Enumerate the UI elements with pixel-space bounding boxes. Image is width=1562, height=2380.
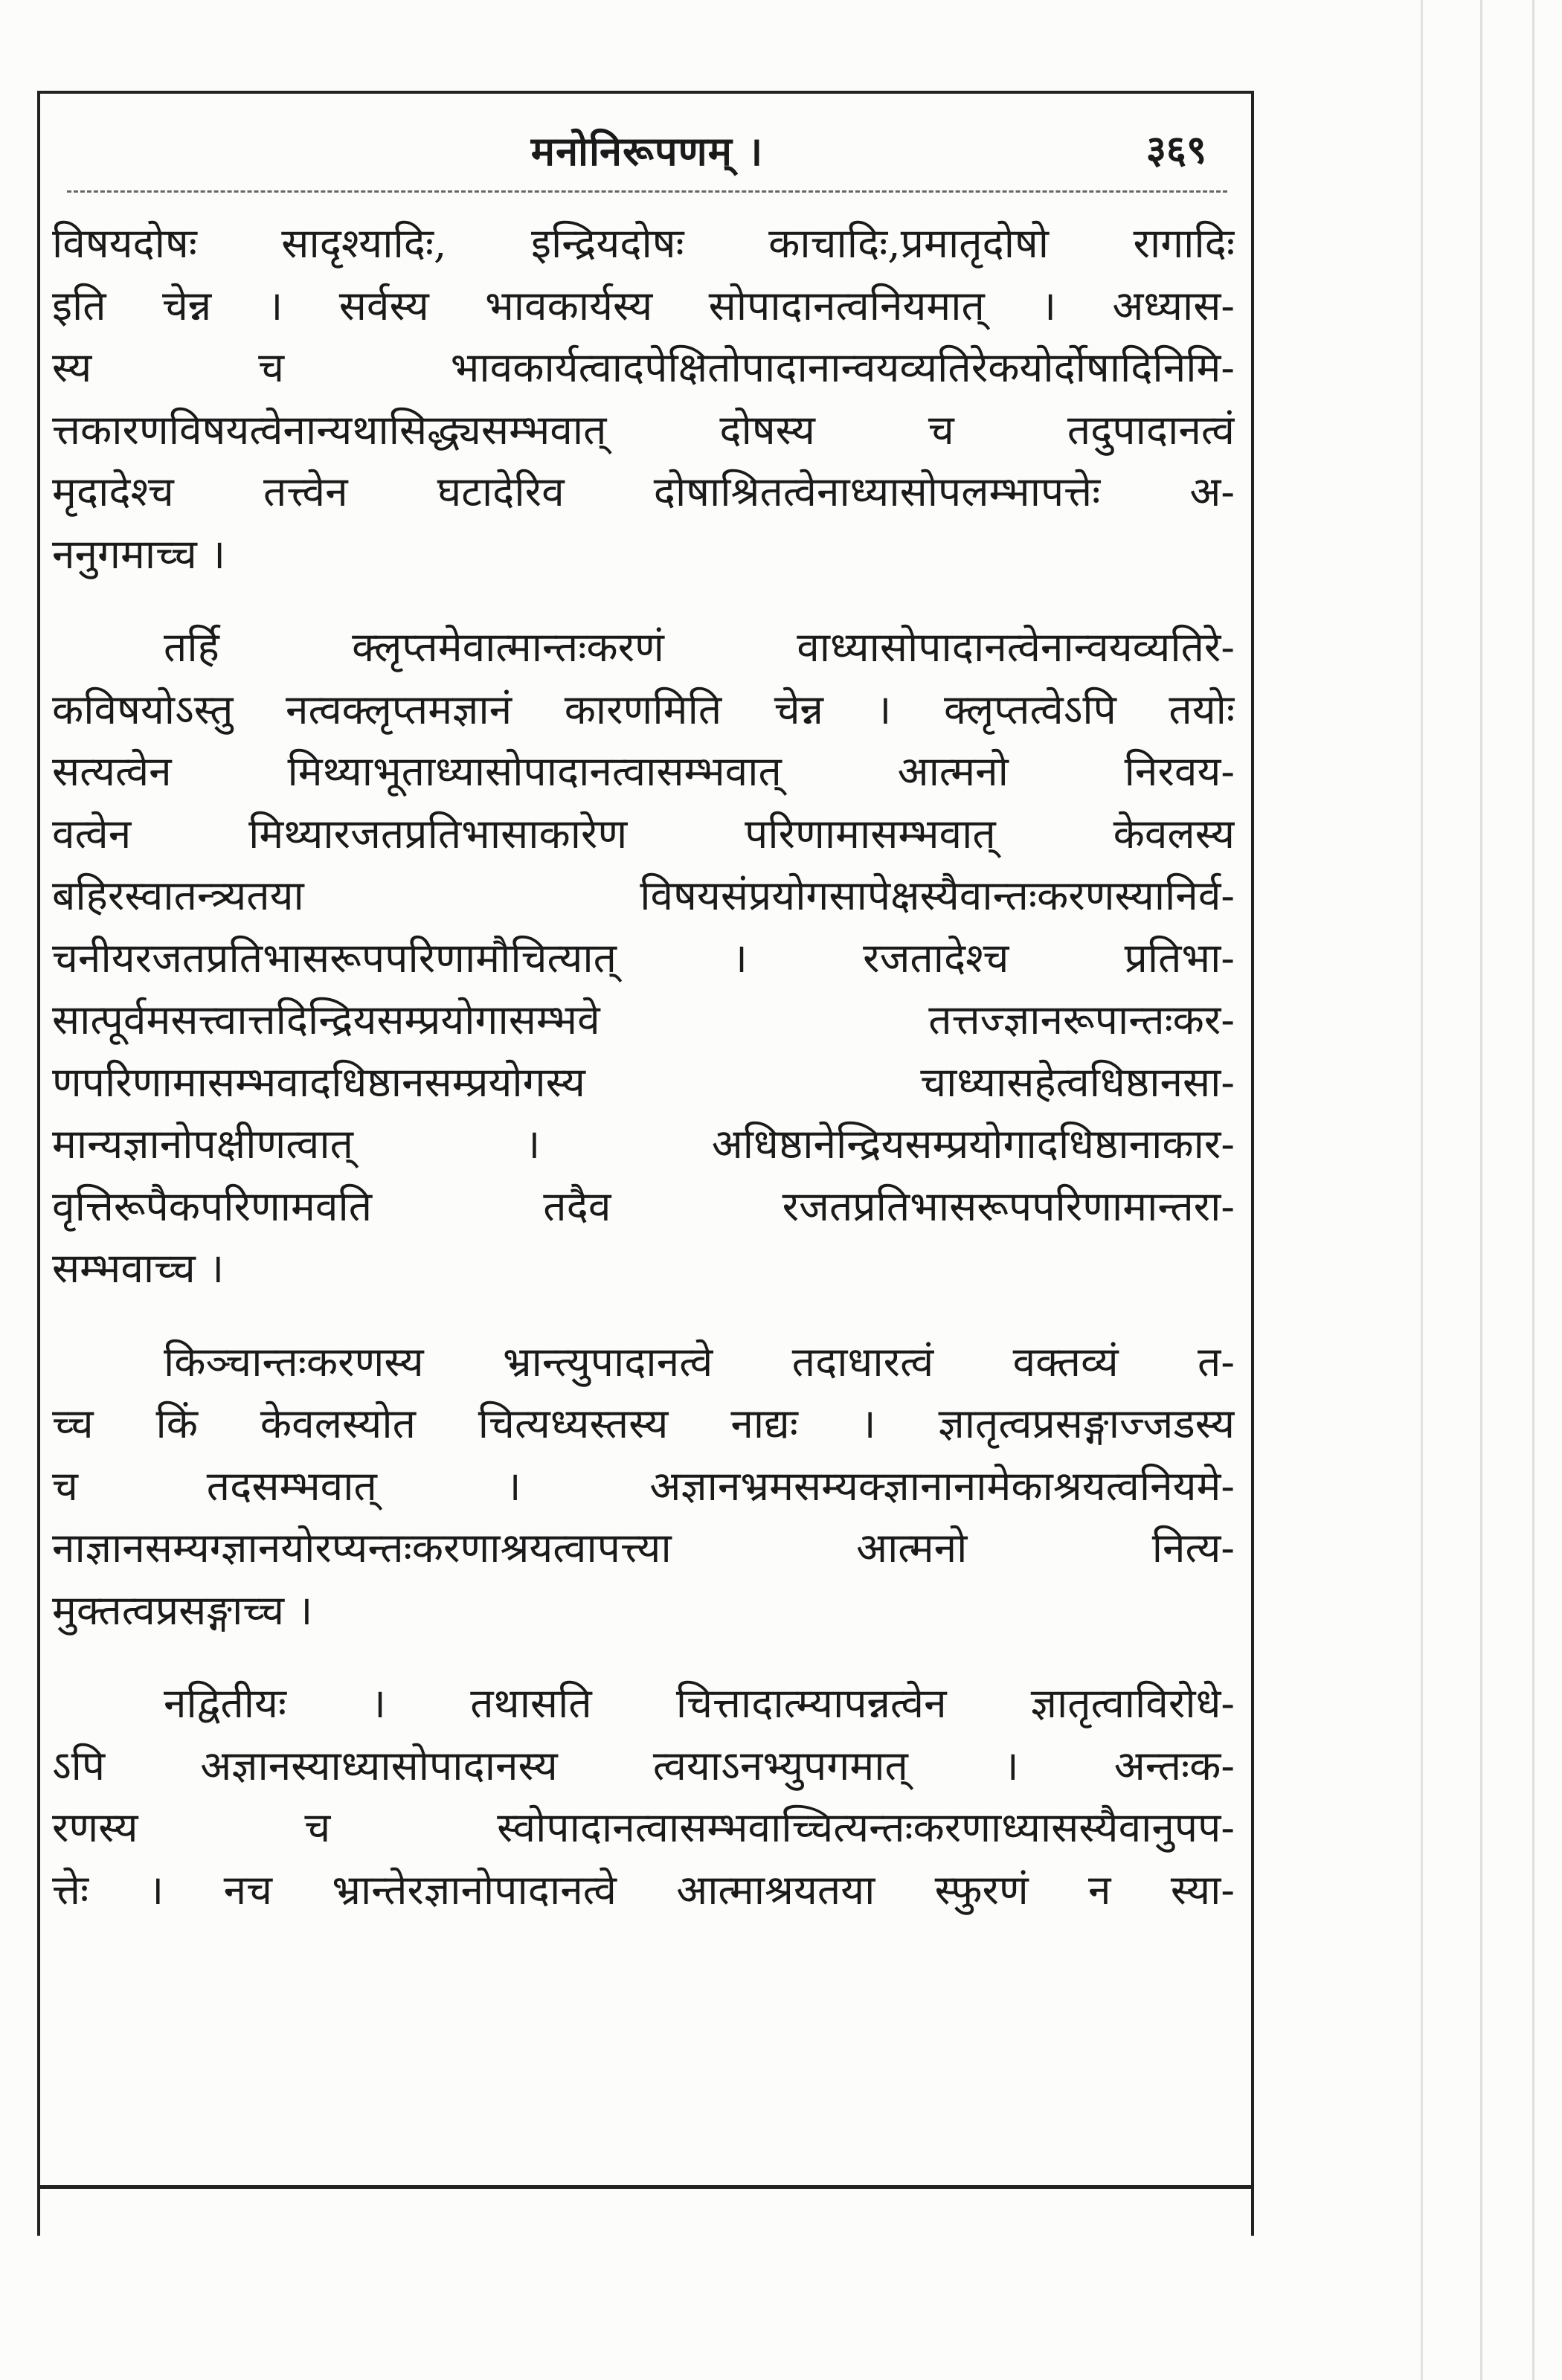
paragraph xyxy=(52,213,1235,585)
binding-edge xyxy=(1532,0,1534,2380)
running-header xyxy=(67,112,1227,178)
text-line: इति चेन्न । सर्वस्य भावकार्यस्य सोपादानत्वनियमात् । अध्यास- xyxy=(52,281,1235,329)
paragraph xyxy=(52,617,1235,1300)
text-line: च्च किं केवलस्योत चित्यध्यस्तस्य नाद्यः । ज्ञातृत्वप्रसङ्गाज्जडस्य xyxy=(52,1400,1235,1447)
text-line: नाज्ञानसम्यग्ज्ञानयोरप्यन्तःकरणाश्रयत्वापत्त्या आत्मनो नित्य- xyxy=(52,1524,1235,1572)
text-line: सात्पूर्वमसत्त्वात्तदिन्द्रियसम्प्रयोगासम्भवे तत्तज्ज्ञानरूपान्तःकर- xyxy=(52,996,1235,1043)
text-line: वृत्तिरूपैकपरिणामवति तदैव रजतप्रतिभासरूपपरिणामान्तरा- xyxy=(52,1182,1235,1230)
text-line: ननुगमाच्च । xyxy=(52,530,226,578)
text-line: त्तकारणविषयत्वेनान्यथासिद्ध्यसम्भवात् दोषस्य च तदुपादानत्वं xyxy=(52,405,1235,454)
text-line: कविषयोऽस्तु नत्वक्लृप्तमज्ञानं कारणमिति चेन्न । क्लृप्तत्वेऽपि तयोः xyxy=(52,685,1235,733)
running-title: मनोनिरूपणम् । xyxy=(530,127,764,175)
text-line: सत्यत्वेन मिथ्याभूताध्यासोपादानत्वासम्भवात् आत्मनो निरवय- xyxy=(52,747,1235,795)
text-line: चनीयरजतप्रतिभासरूपपरिणामौचित्यात् । रजतादेश्च प्रतिभा- xyxy=(52,933,1235,982)
text-line: नद्वितीयः । तथासति चित्तादात्म्यापन्नत्वेन ज्ञातृत्वाविरोधे- xyxy=(164,1679,1235,1727)
text-line: मृदादेश्च तत्त्वेन घटादेरिव दोषाश्रितत्वेनाध्यासोपलम्भापत्तेः अ- xyxy=(52,468,1235,515)
text-line: सम्भवाच्च । xyxy=(52,1244,225,1292)
text-line: णपरिणामासम्भवादधिष्ठानसम्प्रयोगस्य चाध्यासहेत्वधिष्ठानसा- xyxy=(52,1058,1235,1106)
text-line: किञ्चान्तःकरणस्य भ्रान्त्युपादानत्वे तदाधारत्वं वक्तव्यं त- xyxy=(164,1337,1235,1386)
text-line: मुक्तत्वप्रसङ्गाच्च । xyxy=(52,1586,313,1634)
text-line: विषयदोषः सादृश्यादिः, इन्द्रियदोषः काचादिः,प्रमातृदोषो रागादिः xyxy=(52,219,1235,267)
binding-edge xyxy=(1421,0,1423,2380)
paragraph xyxy=(52,1331,1235,1642)
body-text xyxy=(52,213,1235,1952)
text-line: बहिरस्वातन्त्र्यतया विषयसंप्रयोगसापेक्षस्यैवान्तःकरणस्यानिर्व- xyxy=(52,872,1235,919)
page-number: ३६९ xyxy=(1145,127,1206,173)
text-line: तर्हि क्लृप्तमेवात्मान्तःकरणं वाध्यासोपादानत्वेनान्वयव्यतिरे- xyxy=(164,623,1235,671)
text-line: रणस्य च स्वोपादानत्वासम्भवाच्चित्यन्तःकरणाध्यासस्यैवानुपप- xyxy=(52,1804,1235,1851)
text-line: च तदसम्भवात् । अज्ञानभ्रमसम्यक्ज्ञानानामेकाश्रयत्वनियमे- xyxy=(52,1461,1235,1510)
text-line: वत्वेन मिथ्यारजतप्रतिभासाकारेण परिणामासम्भवात् केवलस्य xyxy=(52,809,1235,858)
text-line: मान्यज्ञानोपक्षीणत्वात् । अधिष्ठानेन्द्रियसम्प्रयोगादधिष्ठानाकार- xyxy=(52,1120,1235,1168)
text-line: ऽपि अज्ञानस्याध्यासोपादानस्य त्वयाऽनभ्युपगमात् । अन्तःक- xyxy=(52,1741,1235,1789)
bottom-rule xyxy=(37,2185,1254,2189)
text-line: त्तेः । नच भ्रान्तेरज्ञानोपादानत्वे आत्माश्रयतया स्फुरणं न स्या- xyxy=(52,1865,1235,1914)
text-line: स्य च भावकार्यत्वादपेक्षितोपादानान्वयव्यतिरेकयोर्दोषादिनिमि- xyxy=(52,344,1235,391)
header-rule xyxy=(67,190,1227,193)
binding-edge xyxy=(1480,0,1482,2380)
paragraph xyxy=(52,1673,1235,1921)
